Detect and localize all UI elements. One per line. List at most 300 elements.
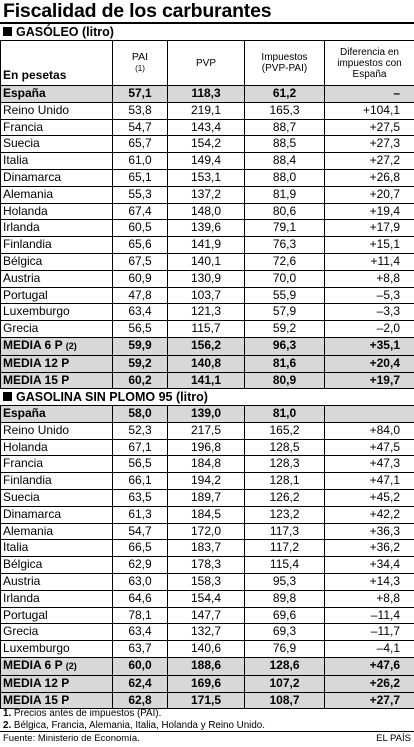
diferencia-cell-text: +26,2 xyxy=(369,675,400,690)
pai-cell-text: 63,4 xyxy=(128,624,152,639)
pvp-cell xyxy=(168,607,245,624)
country-cell xyxy=(1,287,113,304)
impuestos-cell xyxy=(245,86,325,103)
diferencia-cell xyxy=(325,456,414,473)
impuestos-cell xyxy=(245,692,325,709)
pvp-cell xyxy=(168,304,245,321)
country-cell xyxy=(1,321,113,338)
pvp-cell xyxy=(168,573,245,590)
pai-cell xyxy=(113,692,168,709)
pai-cell-text: 61,3 xyxy=(128,506,152,521)
country-cell xyxy=(1,523,113,540)
pai-cell xyxy=(113,557,168,574)
impuestos-cell-text: 165,2 xyxy=(269,422,300,437)
pai-cell xyxy=(113,489,168,506)
country-cell xyxy=(1,641,113,658)
diferencia-cell xyxy=(325,102,414,119)
table-row xyxy=(1,540,414,557)
country-cell-text: Portugal xyxy=(3,607,48,622)
country-cell-text: Alemania xyxy=(3,186,54,201)
pai-cell xyxy=(113,321,168,338)
pai-cell-text: 63,7 xyxy=(128,641,152,656)
country-cell-text: Francia xyxy=(3,456,44,471)
footnotes xyxy=(3,708,265,731)
pvp-cell-text: 141,9 xyxy=(190,237,222,252)
pai-cell xyxy=(113,169,168,186)
gasoleo-header-row xyxy=(1,41,414,86)
pvp-cell xyxy=(168,506,245,523)
diferencia-cell-text: +34,4 xyxy=(369,557,400,572)
diferencia-cell-text: +27,5 xyxy=(369,119,400,134)
impuestos-cell xyxy=(245,169,325,186)
impuestos-cell-text: 89,8 xyxy=(272,590,297,605)
diferencia-cell-text: +17,9 xyxy=(369,220,400,235)
country-cell xyxy=(1,473,113,490)
impuestos-cell xyxy=(245,186,325,203)
pvp-cell xyxy=(168,153,245,170)
pvp-cell-text: 184,5 xyxy=(190,506,222,521)
gasolina-body xyxy=(1,406,414,709)
pvp-cell xyxy=(168,337,245,355)
footnote-number: 1. xyxy=(3,708,12,719)
diferencia-cell xyxy=(325,523,414,540)
pai-cell xyxy=(113,372,168,389)
pvp-cell xyxy=(168,489,245,506)
pai-cell-text: 62,8 xyxy=(128,692,152,707)
impuestos-cell-text: 128,1 xyxy=(269,473,300,488)
pvp-cell-text: 149,4 xyxy=(190,153,222,168)
diferencia-cell-text: +47,3 xyxy=(369,456,400,471)
country-cell xyxy=(1,270,113,287)
impuestos-cell-text: 79,1 xyxy=(272,220,297,235)
table-row xyxy=(1,657,414,675)
pai-cell xyxy=(113,675,168,692)
impuestos-cell xyxy=(245,540,325,557)
impuestos-cell-text: 81,0 xyxy=(272,406,297,420)
country-cell xyxy=(1,557,113,574)
row-note: (2) xyxy=(65,340,77,351)
pvp-cell xyxy=(168,169,245,186)
table-row xyxy=(1,287,414,304)
impuestos-cell xyxy=(245,372,325,389)
header-impuestos xyxy=(245,41,325,86)
pvp-cell xyxy=(168,136,245,153)
table-row xyxy=(1,489,414,506)
country-cell-text: Austria xyxy=(3,573,41,588)
diferencia-cell xyxy=(325,675,414,692)
table-row xyxy=(1,304,414,321)
pvp-cell xyxy=(168,119,245,136)
country-cell xyxy=(1,692,113,709)
pvp-cell xyxy=(168,86,245,103)
diferencia-cell-text: +36,2 xyxy=(369,540,400,555)
diferencia-cell xyxy=(325,304,414,321)
diferencia-cell-text: –3,3 xyxy=(376,304,400,319)
pai-cell-text: 52,3 xyxy=(128,422,152,437)
impuestos-cell xyxy=(245,203,325,220)
country-cell-text: MEDIA 15 P xyxy=(3,692,70,707)
diferencia-cell-text: +26,8 xyxy=(369,169,400,184)
gasolina-table xyxy=(0,405,414,709)
pai-cell-text: 56,5 xyxy=(128,456,152,471)
diferencia-cell xyxy=(325,422,414,439)
country-cell-text: Luxemburgo xyxy=(3,641,70,656)
diferencia-cell-text: +11,4 xyxy=(370,253,400,268)
country-cell-text: Suecia xyxy=(3,489,40,504)
pvp-cell xyxy=(168,439,245,456)
pai-cell-text: 57,1 xyxy=(128,86,152,100)
country-cell xyxy=(1,136,113,153)
diferencia-cell xyxy=(325,557,414,574)
diferencia-cell xyxy=(325,237,414,254)
impuestos-cell-text: 128,5 xyxy=(269,439,300,454)
pvp-cell-text: 139,0 xyxy=(190,406,222,420)
pvp-cell-text: 169,6 xyxy=(190,675,222,690)
diferencia-cell-text: +35,1 xyxy=(369,338,400,353)
pai-cell xyxy=(113,607,168,624)
pvp-cell-text: 121,3 xyxy=(190,304,222,319)
impuestos-cell-text: 88,5 xyxy=(272,136,297,151)
diferencia-cell-text: –5,3 xyxy=(376,287,400,302)
pai-cell xyxy=(113,506,168,523)
pai-cell-text: 65,6 xyxy=(128,237,152,252)
country-cell-text: Finlandia xyxy=(3,237,52,252)
pvp-cell-text: 147,7 xyxy=(190,607,222,622)
pai-cell xyxy=(113,119,168,136)
diferencia-cell xyxy=(325,473,414,490)
impuestos-cell-text: 69,6 xyxy=(272,607,297,622)
pai-cell-text: 61,0 xyxy=(128,153,152,168)
impuestos-cell-text: 165,3 xyxy=(269,102,300,117)
diferencia-cell-text: +47,5 xyxy=(369,439,400,454)
table-row xyxy=(1,372,414,389)
pvp-cell xyxy=(168,523,245,540)
diferencia-cell-text: +20,4 xyxy=(369,355,400,370)
publisher-credit: EL PAÍS xyxy=(376,733,411,744)
impuestos-cell-text: 55,9 xyxy=(272,287,297,302)
pvp-cell xyxy=(168,321,245,338)
impuestos-cell-text: 95,3 xyxy=(272,573,297,588)
pvp-cell-text: 154,4 xyxy=(190,590,222,605)
pai-cell-text: 60,0 xyxy=(128,658,152,673)
country-cell-text: Holanda xyxy=(3,203,48,218)
section-title-text: GASOLINA SIN PLOMO 95 (litro) xyxy=(16,390,208,404)
country-cell-text: Luxemburgo xyxy=(3,304,70,319)
diferencia-cell xyxy=(325,372,414,389)
country-cell xyxy=(1,237,113,254)
pai-cell xyxy=(113,473,168,490)
impuestos-cell xyxy=(245,406,325,423)
diferencia-cell xyxy=(325,692,414,709)
country-cell-text: Finlandia xyxy=(3,473,52,488)
impuestos-cell xyxy=(245,523,325,540)
pai-cell-text: 60,9 xyxy=(128,270,152,285)
pai-cell xyxy=(113,540,168,557)
impuestos-cell-text: 72,6 xyxy=(272,253,297,268)
diferencia-cell-text: +47,6 xyxy=(369,658,400,673)
diferencia-cell xyxy=(325,321,414,338)
pai-cell xyxy=(113,422,168,439)
pai-cell-text: 60,5 xyxy=(128,220,152,235)
pvp-cell-text: 189,7 xyxy=(190,489,222,504)
diferencia-cell-text: +14,3 xyxy=(369,573,400,588)
pai-cell xyxy=(113,136,168,153)
pvp-cell-text: 194,2 xyxy=(190,473,222,488)
table-row xyxy=(1,590,414,607)
footnote-number: 2. xyxy=(3,719,12,731)
country-cell-text: Dinamarca xyxy=(3,506,62,521)
pai-cell xyxy=(113,624,168,641)
table-row xyxy=(1,186,414,203)
impuestos-cell-text: 128,6 xyxy=(269,658,300,673)
pai-cell xyxy=(113,86,168,103)
impuestos-cell-text: 69,3 xyxy=(272,624,297,639)
impuestos-cell-text: 88,7 xyxy=(272,119,297,134)
country-cell xyxy=(1,102,113,119)
country-cell xyxy=(1,304,113,321)
table-row xyxy=(1,641,414,658)
diferencia-cell-text: –2,0 xyxy=(376,321,400,336)
pvp-cell xyxy=(168,590,245,607)
pai-cell xyxy=(113,337,168,355)
table-row xyxy=(1,119,414,136)
pvp-cell-text: 172,0 xyxy=(190,523,222,538)
country-cell xyxy=(1,439,113,456)
country-cell xyxy=(1,355,113,372)
diferencia-cell xyxy=(325,220,414,237)
header-pai-label: PAI xyxy=(131,51,149,63)
table-row xyxy=(1,169,414,186)
header-imp-line1: Impuestos xyxy=(261,52,308,63)
impuestos-cell xyxy=(245,573,325,590)
impuestos-cell xyxy=(245,136,325,153)
country-cell xyxy=(1,253,113,270)
header-row-label: En pesetas xyxy=(1,41,113,86)
impuestos-cell xyxy=(245,456,325,473)
pvp-cell-text: 130,9 xyxy=(190,270,222,285)
pai-cell-text: 64,6 xyxy=(128,590,152,605)
gasoleo-body xyxy=(1,86,414,389)
country-cell xyxy=(1,540,113,557)
table-row xyxy=(1,557,414,574)
impuestos-cell-text: 126,2 xyxy=(269,489,300,504)
impuestos-cell-text: 81,6 xyxy=(272,355,297,370)
pvp-cell xyxy=(168,355,245,372)
pvp-cell xyxy=(168,102,245,119)
pvp-cell xyxy=(168,657,245,675)
country-cell xyxy=(1,624,113,641)
country-cell-text: Alemania xyxy=(3,523,54,538)
pai-cell xyxy=(113,220,168,237)
diferencia-cell xyxy=(325,136,414,153)
pai-cell xyxy=(113,657,168,675)
pai-cell xyxy=(113,355,168,372)
impuestos-cell xyxy=(245,337,325,355)
source-credit: Fuente: Ministerio de Economía. xyxy=(3,733,140,744)
header-dif-line2: impuestos con xyxy=(337,57,402,69)
country-cell-text: Irlanda xyxy=(3,590,40,605)
pai-cell-text: 58,0 xyxy=(128,406,152,420)
pvp-cell-text: 153,1 xyxy=(190,169,222,184)
pvp-cell-text: 132,7 xyxy=(190,624,222,639)
pai-cell-text: 65,7 xyxy=(128,136,152,151)
pvp-cell xyxy=(168,203,245,220)
country-cell-text: España xyxy=(3,86,46,100)
diferencia-cell xyxy=(325,439,414,456)
impuestos-cell-text: 70,0 xyxy=(272,270,297,285)
diferencia-cell xyxy=(325,203,414,220)
country-cell xyxy=(1,203,113,220)
section-square-icon xyxy=(3,392,12,401)
pvp-cell-text: 217,5 xyxy=(190,422,222,437)
impuestos-cell-text: 117,2 xyxy=(269,540,300,555)
impuestos-cell-text: 123,2 xyxy=(269,506,300,521)
table-row xyxy=(1,422,414,439)
country-cell-text: MEDIA 6 P xyxy=(3,657,63,672)
table-row xyxy=(1,573,414,590)
footnote-text: Bélgica, Francia, Alemania, Italia, Holanda y Reino Unido. xyxy=(13,719,265,731)
impuestos-cell xyxy=(245,321,325,338)
impuestos-cell xyxy=(245,590,325,607)
country-cell-text: Reino Unido xyxy=(3,422,70,437)
pai-cell-text: 63,4 xyxy=(128,304,152,319)
impuestos-cell xyxy=(245,253,325,270)
table-row xyxy=(1,270,414,287)
impuestos-cell-text: 81,9 xyxy=(272,186,297,201)
pvp-cell-text: 188,6 xyxy=(190,658,222,673)
diferencia-cell xyxy=(325,86,414,103)
pai-cell-text: 63,5 xyxy=(128,489,152,504)
country-cell-text: Portugal xyxy=(3,287,48,302)
table-row xyxy=(1,153,414,170)
diferencia-cell xyxy=(325,355,414,372)
impuestos-cell xyxy=(245,657,325,675)
pvp-cell xyxy=(168,641,245,658)
table-row xyxy=(1,439,414,456)
pai-cell xyxy=(113,456,168,473)
diferencia-cell-text: +104,1 xyxy=(362,102,400,117)
table-row xyxy=(1,237,414,254)
country-cell xyxy=(1,590,113,607)
pai-cell-text: 67,4 xyxy=(128,203,152,218)
pai-cell xyxy=(113,287,168,304)
diferencia-cell xyxy=(325,153,414,170)
country-cell xyxy=(1,337,113,355)
country-cell xyxy=(1,169,113,186)
header-pai xyxy=(113,41,168,86)
country-cell-text: Austria xyxy=(3,270,41,285)
pvp-cell xyxy=(168,456,245,473)
impuestos-cell xyxy=(245,102,325,119)
impuestos-cell xyxy=(245,422,325,439)
pvp-cell xyxy=(168,675,245,692)
pvp-cell-text: 156,2 xyxy=(190,338,222,353)
pvp-cell xyxy=(168,253,245,270)
diferencia-cell-text: +19,4 xyxy=(369,203,400,218)
impuestos-cell-text: 115,4 xyxy=(269,557,300,572)
pvp-cell-text: 196,8 xyxy=(190,439,222,454)
country-cell xyxy=(1,86,113,103)
diferencia-cell xyxy=(325,186,414,203)
impuestos-cell xyxy=(245,607,325,624)
pai-cell xyxy=(113,253,168,270)
diferencia-cell-text: –11,7 xyxy=(370,624,400,639)
table-row xyxy=(1,220,414,237)
pvp-cell xyxy=(168,186,245,203)
country-cell-text: MEDIA 6 P xyxy=(3,337,63,352)
pai-cell xyxy=(113,641,168,658)
diferencia-cell-text: +84,0 xyxy=(369,422,400,437)
section-title-gasoleo xyxy=(3,25,114,39)
pvp-cell-text: 140,6 xyxy=(190,641,222,656)
diferencia-cell-text: –11,4 xyxy=(370,607,400,622)
impuestos-cell xyxy=(245,506,325,523)
pai-cell xyxy=(113,406,168,423)
diferencia-cell xyxy=(325,657,414,675)
diferencia-cell-text: +45,2 xyxy=(369,489,400,504)
table-row xyxy=(1,456,414,473)
section-title-gasolina xyxy=(3,390,208,404)
impuestos-cell-text: 88,0 xyxy=(272,169,297,184)
table-row xyxy=(1,337,414,355)
pai-cell xyxy=(113,590,168,607)
pai-cell-text: 66,5 xyxy=(128,540,152,555)
country-cell xyxy=(1,186,113,203)
header-imp-line2: (PVP-PAI) xyxy=(261,63,308,74)
pai-cell-text: 59,2 xyxy=(128,355,152,370)
row-note: (2) xyxy=(65,660,77,671)
diferencia-cell xyxy=(325,641,414,658)
country-cell-text: Italia xyxy=(3,540,29,555)
pai-cell xyxy=(113,270,168,287)
diferencia-cell-text: –4,1 xyxy=(376,641,400,656)
impuestos-cell-text: 128,3 xyxy=(269,456,300,471)
country-cell-text: Bélgica xyxy=(3,557,43,572)
diferencia-cell xyxy=(325,169,414,186)
diferencia-cell xyxy=(325,607,414,624)
country-cell xyxy=(1,506,113,523)
country-cell-text: Grecia xyxy=(3,321,39,336)
footnote-text: Precios antes de impuestos (PAI). xyxy=(13,708,162,719)
country-cell xyxy=(1,657,113,675)
pai-cell-text: 54,7 xyxy=(128,119,152,134)
country-cell-text: MEDIA 12 P xyxy=(3,675,70,690)
diferencia-cell-text: +8,8 xyxy=(376,590,400,605)
diferencia-cell-text: +15,1 xyxy=(369,237,400,252)
country-cell-text: España xyxy=(3,406,46,420)
country-cell xyxy=(1,489,113,506)
country-cell xyxy=(1,406,113,423)
pvp-cell xyxy=(168,270,245,287)
impuestos-cell xyxy=(245,355,325,372)
page-title: Fiscalidad de los carburantes xyxy=(3,0,272,22)
diferencia-cell xyxy=(325,506,414,523)
impuestos-cell-text: 107,2 xyxy=(269,675,300,690)
impuestos-cell-text: 57,9 xyxy=(272,304,297,319)
pvp-cell-text: 158,3 xyxy=(190,573,222,588)
pvp-cell xyxy=(168,540,245,557)
pai-cell-text: 62,4 xyxy=(128,675,152,690)
header-diferencia xyxy=(325,41,414,86)
diferencia-cell xyxy=(325,624,414,641)
header-pai-note: (1) xyxy=(135,64,145,73)
header-dif-line3: España xyxy=(352,68,387,80)
impuestos-cell xyxy=(245,220,325,237)
pai-cell-text: 66,1 xyxy=(128,473,152,488)
pai-cell-text: 59,9 xyxy=(128,338,152,353)
country-cell-text: Reino Unido xyxy=(3,102,70,117)
diferencia-cell-text: +42,2 xyxy=(369,506,400,521)
